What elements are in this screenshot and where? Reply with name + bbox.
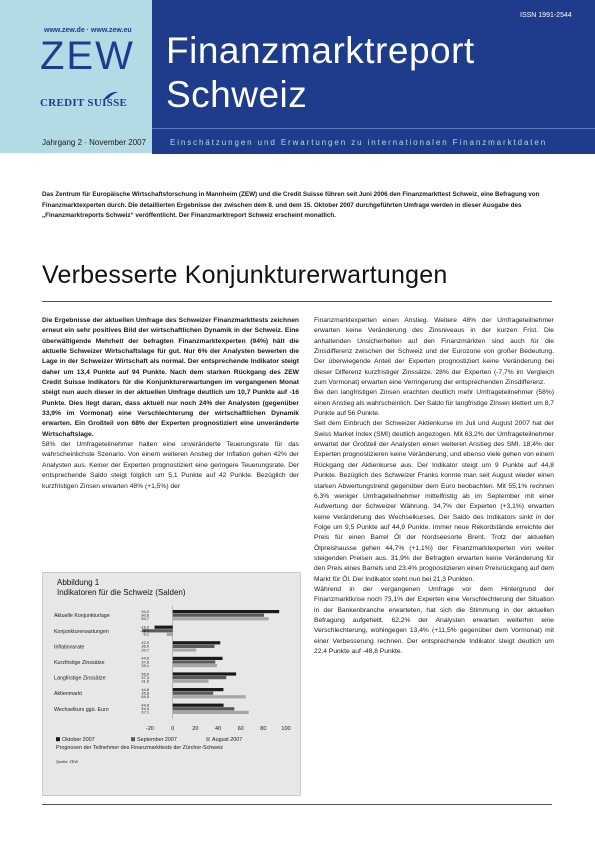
bar-chart xyxy=(42,598,299,794)
bar xyxy=(173,692,214,695)
bar-value-label: 44,0 xyxy=(141,655,149,661)
credit-suisse-logo: CREDIT SUISSE xyxy=(40,97,128,109)
bar xyxy=(173,641,221,644)
category-label: Wechselkurs ggü. Euro xyxy=(54,706,109,713)
bar-value-label: 31,6 xyxy=(141,678,149,684)
x-tick-label: -20 xyxy=(146,726,154,733)
bar xyxy=(173,680,209,683)
bar xyxy=(173,676,227,679)
legend-swatch xyxy=(206,737,210,741)
category-label: Aktuelle Konjunkturlage xyxy=(54,613,110,620)
bar xyxy=(173,664,217,667)
bar-value-label: 64,5 xyxy=(141,694,149,700)
issue-info: Jahrgang 2 · November 2007 xyxy=(42,138,147,147)
right-column xyxy=(314,316,554,657)
x-tick-label: 60 xyxy=(237,726,244,733)
issn-number: ISSN 1991-2544 xyxy=(520,12,572,19)
left-paragraph-1: Die Ergebnisse der aktuellen Umfrage des Schweizer Finanzmarkttests zeichnen erneut ein sehr positives Bild der wirtschaftlichen Dynamik in der Schweiz. Eine überwältigende Mehrheit der befragten Finanzmarktexperten (94%) hält die aktuelle Schweizer Wirtschaftslage für gut. Nur 6% der Analysten bewerten die Lage in der Schweizer Wirtschaft als normal. Der entsprechende Indikator steigt daher um 13,4 Punkte auf 94 Punkte. Nach dem starken Rückgang des ZEW Credit Suisse Indikators für die Konjunkturerwartungen im vergangenen Monat steigt nun auch dieser in der aktuellen Umfrage deutlich um 10,7 Punkte auf -16 Punkte. Dies liegt daran, dass aktuell nur noch 24% der Analysten (gegenüber 33,9% im Vormonat) eine Verschlechterung der wirtschaftlichen Dynamik erwarten. Ein Großteil von 68% der Experten prognostiziert eine unveränderte Wirtschaftslage. xyxy=(42,317,299,438)
category-label: Inflationsrate xyxy=(54,644,85,651)
bar-value-label: 37,6 xyxy=(141,659,149,665)
divider xyxy=(42,301,552,302)
bar-value-label: 80,6 xyxy=(141,612,149,618)
zew-urls[interactable]: www.zew.de · www.zew.eu xyxy=(44,27,132,34)
legend-swatch xyxy=(56,737,60,741)
bar-value-label: 44,9 xyxy=(141,702,149,708)
report-subtitle: Einschätzungen und Erwartungen zu internationalen Finanzmarktdaten xyxy=(170,138,548,147)
bar xyxy=(173,660,216,663)
bar xyxy=(173,704,224,707)
bar-value-label: 67,1 xyxy=(141,709,149,715)
report-title-line2: Schweiz xyxy=(166,74,308,115)
zew-logo: ZEW xyxy=(40,34,135,78)
category-label: Aktienmarkt xyxy=(54,691,82,698)
bar xyxy=(173,695,246,698)
bar xyxy=(173,610,280,613)
bar-value-label: -5,1 xyxy=(142,631,149,637)
bar xyxy=(173,645,215,648)
bar-value-label: -16,0 xyxy=(140,624,149,630)
legend-swatch xyxy=(131,737,135,741)
category-label: Kurzfristige Zinssätze xyxy=(54,660,105,666)
chart-subtitle: Indikatoren für die Schweiz (Salden) xyxy=(57,588,186,597)
bar xyxy=(173,707,235,710)
bar-value-label: 39,1 xyxy=(141,662,149,668)
bar-value-label: 20,7 xyxy=(141,647,149,653)
right-paragraph-4: Während in der vergangenen Umfrage vor dem Hintergrund der Finanzmarktkrise noch 73,1% der Experten eine Verschlechterung der Situation in der Bankenbranche erwarteten, hat sich die Stimmung in der aktuellen Befragung aufgehellt. 62,2% der Analysten erwarten weiterhin eine Verschlechterung, wohingegen 13,4% (+11,5% gegenüber dem Vormonat) mit einer Verbesserung rechnen. Der entsprechende Indikator steigt deutlich um 22,4 Punkte auf -48,8 Punkte. xyxy=(314,585,554,655)
bar-value-label: 54,4 xyxy=(141,706,149,712)
legend-label: August 2007 xyxy=(212,737,243,744)
bar xyxy=(173,617,269,620)
left-column xyxy=(42,316,299,492)
bar-value-label: -26,7 xyxy=(140,628,149,634)
footer-divider xyxy=(42,804,552,805)
bar xyxy=(173,614,264,617)
chart-source: Quelle: ZEW xyxy=(56,759,79,765)
chart-note: Prognosen der Teilnehmer des Finanzmarkttests der Zürcher-Schweiz xyxy=(56,745,224,752)
report-title-line1: Finanzmarktreport xyxy=(166,30,475,71)
left-paragraph-2: 58% der Umfrageteilnehmer halten eine unveränderte Teuerungsrate für das wahrscheinlichste Szenario. Von einem weiteren Anstieg der Inflation gehen 42% der Analysten aus. Keiner der Experten prognostiziert eine geringere Teuerungsrate. Der entsprechende Saldo steigt folglich um 5,1 Punkte auf 42 Punkte. Bezüglich der kurzfristigen Zinsen erwarten 48% (+1,5%) der xyxy=(42,441,299,490)
bar xyxy=(155,626,173,629)
legend-label: Oktober 2007 xyxy=(62,737,95,744)
bar-value-label: 36,9 xyxy=(141,643,149,649)
bar xyxy=(173,648,196,651)
bar-value-label: 35,8 xyxy=(141,690,149,696)
bar xyxy=(173,711,249,714)
bar-value-label: 56,0 xyxy=(141,671,149,677)
bar xyxy=(173,672,236,675)
right-paragraph-2: Bei den langfristigen Zinsen erachten deutlich mehr Umfrageteilnehmer (58%) einen Anstieg als wahrscheinlich. Der Saldo für langfristige Zinsen klettert um 8,7 Punkte auf 56 Punkte. xyxy=(314,389,554,418)
right-paragraph-1: Finanzmarktexperten einen Anstieg. Weitere 48% der Umfrageteilnehmer erwarten keine Veränderung des Zinsniveaus in der kurzen Frist. Die anhaltenden Unsicherheiten auf den Finanzmärkten sind auch für die Zinsdifferenz zwischen der Schweiz und der Eurozone von großer Bedeutung. Der überwiegende Anteil der Experten prognostiziert keine Veränderung bei dieser Differenz kurzfristiger Zinssätze. 28% der Experten (-7,7% im Vergleich zum Vormonat) erwarten eine Verringerung der entsprechenden Zinsdifferenz. xyxy=(314,317,554,387)
x-tick-label: 0 xyxy=(171,726,175,733)
bar-value-label: 47,3 xyxy=(141,674,149,680)
bar-value-label: 84,7 xyxy=(141,616,149,622)
bar-value-label: 94,0 xyxy=(141,608,149,614)
category-label: Langfristige Zinssätze xyxy=(54,675,106,682)
chart-title: Abbildung 1 xyxy=(57,578,100,587)
intro-paragraph: Das Zentrum für Europäische Wirtschaftsforschung in Mannheim (ZEW) und die Credit Suisse führen seit Juni 2006 den Finanzmarkttest Schweiz, eine Befragung von Finanzmarktexperten durch. Die detaillierten Ergebnisse der zwischen dem 8. und dem 15. Oktober 2007 durchgeführten Umfrage werden in dieser Ausgabe des „Finanzmarktreports Schweiz“ veröffentlicht. Der Finanzmarktreport Schweiz erscheint monatlich. xyxy=(42,191,540,220)
article-headline: Verbesserte Konjunkturerwartungen xyxy=(42,261,448,289)
bar xyxy=(167,633,173,636)
x-tick-label: 100 xyxy=(281,726,291,733)
legend-label: September 2007 xyxy=(137,737,177,744)
category-label: Konjunkturerwartungen xyxy=(54,628,109,635)
x-tick-label: 40 xyxy=(214,726,222,733)
bar-value-label: 42,0 xyxy=(141,640,149,646)
bar xyxy=(173,657,223,660)
right-paragraph-3: Seit dem Einbruch der Schweizer Aktienkurse im Juli und August 2007 hat der Swiss Market Index (SMI) deutlich angezogen. Mit 63,2% der Umfrageteilnehmer erwartet der Großteil der Analysten einen weiteren Anstieg des SMI. 18,4% der Experten prognostizieren keine Veränderung, und ebenso viele gehen von einem Rückgang der Aktienkurse aus. Der Indikator steigt um 9 Punkte auf 44,8 Punkte. Bezüglich des Schweizer Franks konnte man seit August wieder einen starken Abwertungstrend gegenüber dem Euro beobachten. Mit 55,1% rechnen 6,3% weniger Umfrageteilnehmer mittelfristig ab im September mit einer Aufwertung der Schweizer Währung. 34,7% der Experten (+3,1%) erwarten keine Veränderung des Wechselkurses. Der Saldo des Indikators sinkt in der Folge um 9,5 Punkte auf 44,9 Punkte. Immer neue Rekordstände erreichte der Preis für einen Barrel Öl der Nordseesorte Brent. Trotz der aktuellen Ölpreishausse gehen 44,7% (+1,1%) der Finanzmarktexperten von weiter steigenden Preisen aus. 31,9% der Befragten erwarten keine Veränderung für den Preis eines Barrels und 23,4% prognostizieren einen Preisrückgang auf dem Markt für Öl. Der Indikator steht nun bei 21,3 Punkten. xyxy=(314,420,554,583)
bar-value-label: 44,8 xyxy=(141,686,149,692)
bar xyxy=(173,688,224,691)
x-tick-label: 80 xyxy=(260,726,267,733)
x-tick-label: 20 xyxy=(192,726,199,733)
